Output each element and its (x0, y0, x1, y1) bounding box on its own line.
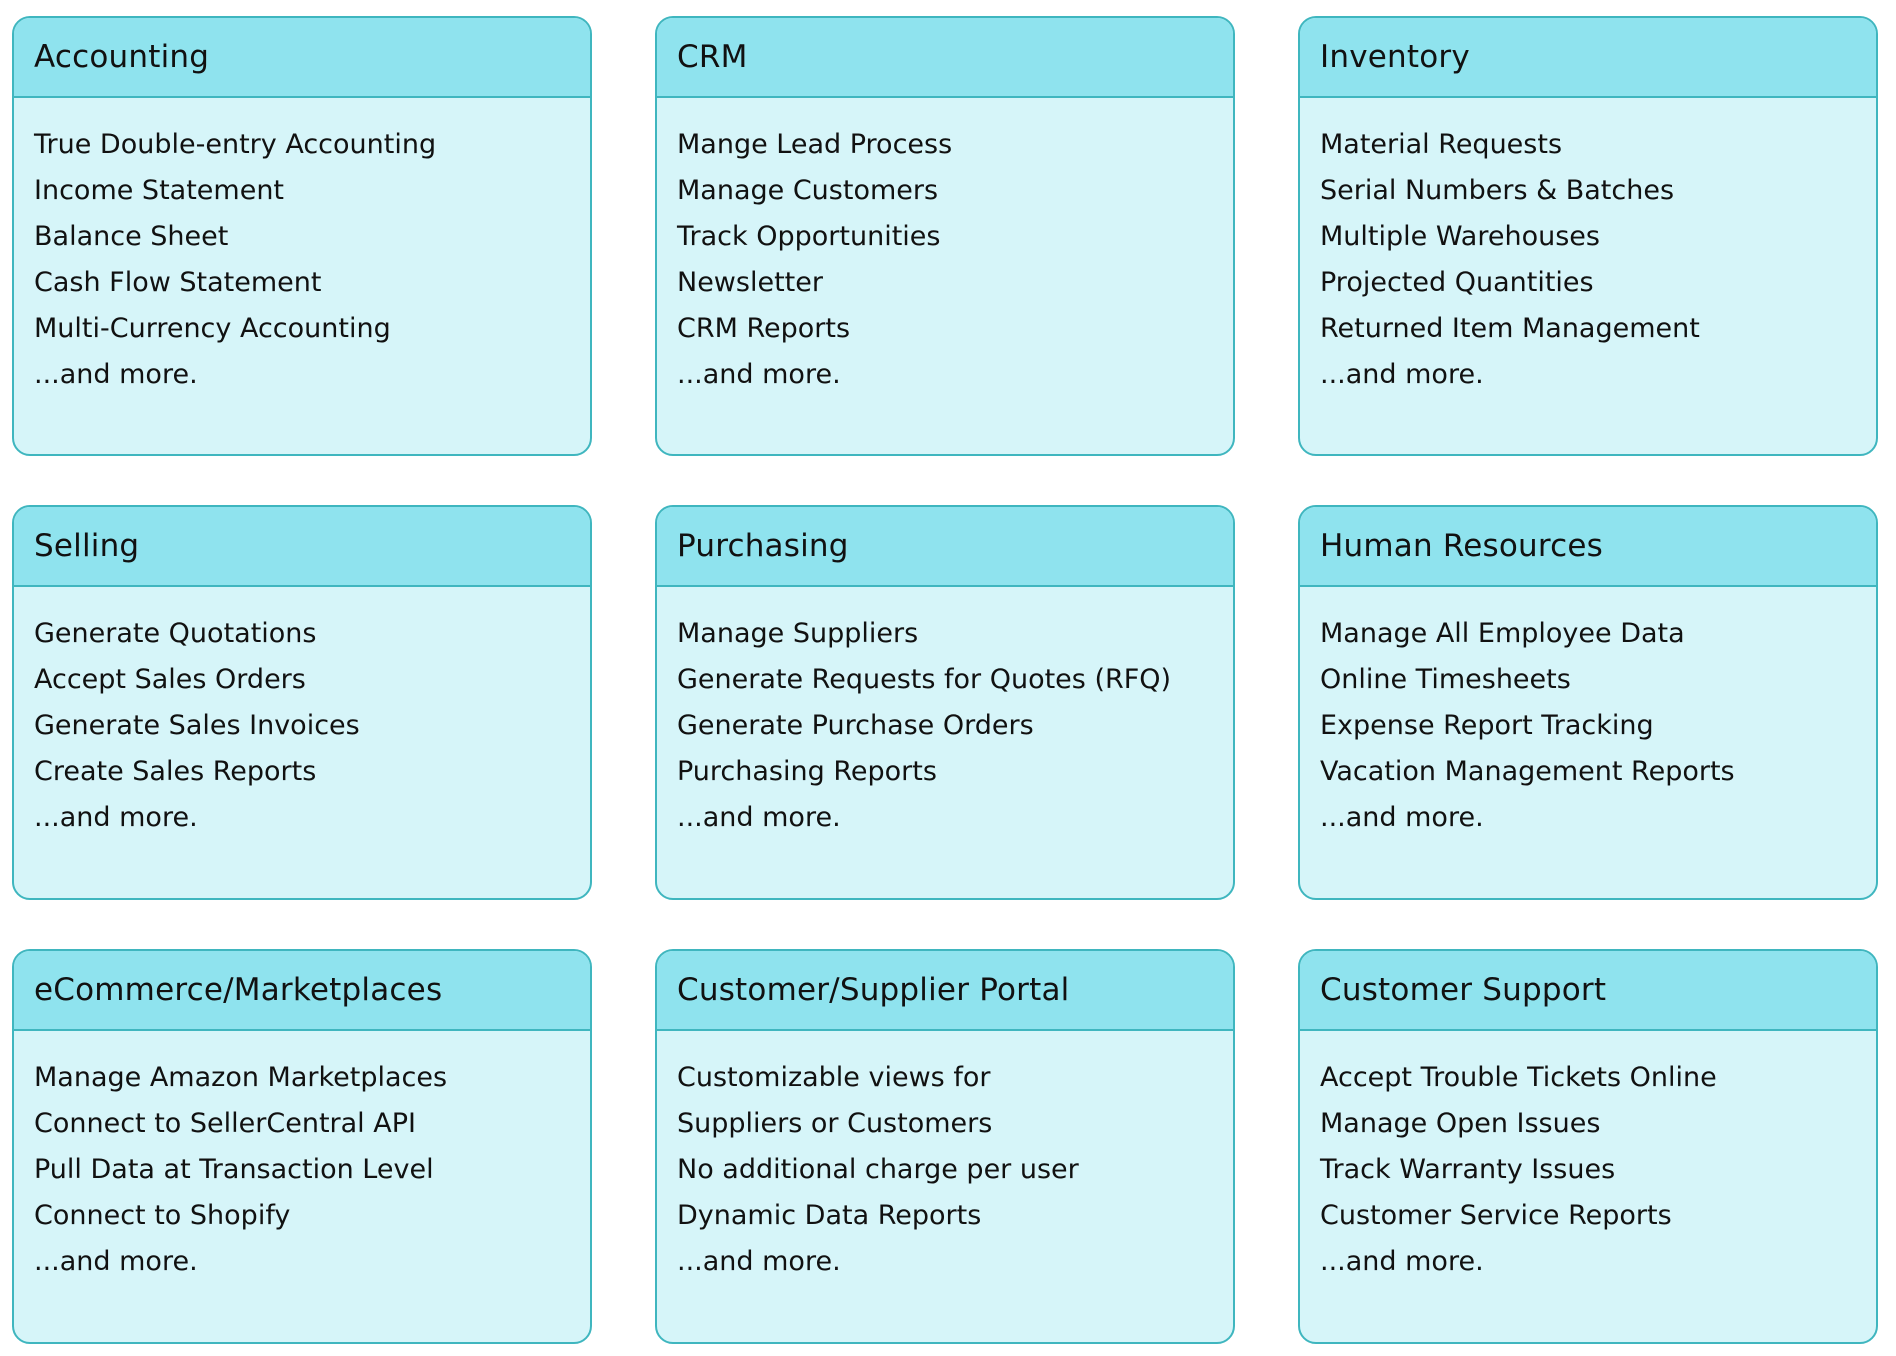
card-ecommerce-marketplaces (12, 949, 592, 1344)
feature-list (34, 1055, 590, 1285)
feature-item: Connect to SellerCentral API (34, 1108, 416, 1139)
feature-list (1320, 1055, 1876, 1285)
feature-item: Accept Sales Orders (34, 664, 306, 695)
and-more-text: ...and more. (677, 1246, 841, 1277)
feature-item: Expense Report Tracking (1320, 710, 1654, 741)
feature-item: Manage Open Issues (1320, 1108, 1601, 1139)
feature-list (677, 611, 1233, 841)
card-title: Accounting (14, 18, 590, 98)
feature-item: Customer Service Reports (1320, 1200, 1672, 1231)
card-body (1300, 98, 1876, 398)
card-crm (655, 16, 1235, 456)
feature-list (677, 1055, 1233, 1285)
and-more-text: ...and more. (34, 1246, 198, 1277)
feature-item: Track Opportunities (677, 221, 941, 252)
feature-item: True Double-entry Accounting (34, 129, 437, 160)
feature-item: Customizable views for (677, 1062, 991, 1093)
feature-item: Generate Requests for Quotes (RFQ) (677, 664, 1172, 695)
feature-list (34, 122, 590, 398)
and-more-text: ...and more. (34, 802, 198, 833)
card-title: Inventory (1300, 18, 1876, 98)
card-title: Customer/Supplier Portal (657, 951, 1233, 1031)
and-more-text: ...and more. (677, 802, 841, 833)
card-selling (12, 505, 592, 900)
card-customer-supplier-portal (655, 949, 1235, 1344)
feature-item: Manage Amazon Marketplaces (34, 1062, 448, 1093)
card-inventory (1298, 16, 1878, 456)
feature-item: Purchasing Reports (677, 756, 937, 787)
card-body (14, 1031, 590, 1285)
feature-item: Vacation Management Reports (1320, 756, 1735, 787)
card-accounting (12, 16, 592, 456)
and-more-text: ...and more. (1320, 359, 1484, 390)
feature-item: Accept Trouble Tickets Online (1320, 1062, 1717, 1093)
card-purchasing (655, 505, 1235, 900)
feature-item: CRM Reports (677, 313, 851, 344)
card-title: Selling (14, 507, 590, 587)
feature-item: Online Timesheets (1320, 664, 1571, 695)
feature-list (1320, 122, 1876, 398)
feature-item: Pull Data at Transaction Level (34, 1154, 434, 1185)
card-human-resources (1298, 505, 1878, 900)
card-title: eCommerce/Marketplaces (14, 951, 590, 1031)
feature-item: Manage All Employee Data (1320, 618, 1685, 649)
feature-item: Connect to Shopify (34, 1200, 291, 1231)
feature-item: Track Warranty Issues (1320, 1154, 1616, 1185)
feature-item: Cash Flow Statement (34, 267, 322, 298)
card-body (657, 98, 1233, 398)
and-more-text: ...and more. (34, 359, 198, 390)
card-title: Purchasing (657, 507, 1233, 587)
feature-list (677, 122, 1233, 398)
feature-item: Material Requests (1320, 129, 1563, 160)
card-customer-support (1298, 949, 1878, 1344)
card-body (14, 98, 590, 398)
feature-item: Create Sales Reports (34, 756, 317, 787)
feature-item: No additional charge per user (677, 1154, 1079, 1185)
feature-item: Mange Lead Process (677, 129, 953, 160)
feature-item: Manage Suppliers (677, 618, 919, 649)
feature-item: Returned Item Management (1320, 313, 1700, 344)
feature-item: Manage Customers (677, 175, 939, 206)
feature-card-grid (12, 16, 1878, 1344)
card-title: Human Resources (1300, 507, 1876, 587)
card-body (14, 587, 590, 841)
feature-list (1320, 611, 1876, 841)
feature-item: Suppliers or Customers (677, 1108, 993, 1139)
feature-item: Generate Purchase Orders (677, 710, 1034, 741)
card-title: Customer Support (1300, 951, 1876, 1031)
feature-item: Newsletter (677, 267, 823, 298)
feature-item: Projected Quantities (1320, 267, 1594, 298)
feature-item: Dynamic Data Reports (677, 1200, 982, 1231)
card-body (1300, 1031, 1876, 1285)
feature-item: Generate Sales Invoices (34, 710, 360, 741)
feature-item: Multi-Currency Accounting (34, 313, 391, 344)
feature-item: Balance Sheet (34, 221, 229, 252)
card-body (657, 1031, 1233, 1285)
card-title: CRM (657, 18, 1233, 98)
feature-list (34, 611, 590, 841)
card-body (657, 587, 1233, 841)
feature-item: Generate Quotations (34, 618, 317, 649)
and-more-text: ...and more. (1320, 1246, 1484, 1277)
card-body (1300, 587, 1876, 841)
feature-item: Multiple Warehouses (1320, 221, 1600, 252)
feature-item: Serial Numbers & Batches (1320, 175, 1675, 206)
and-more-text: ...and more. (677, 359, 841, 390)
feature-item: Income Statement (34, 175, 285, 206)
and-more-text: ...and more. (1320, 802, 1484, 833)
